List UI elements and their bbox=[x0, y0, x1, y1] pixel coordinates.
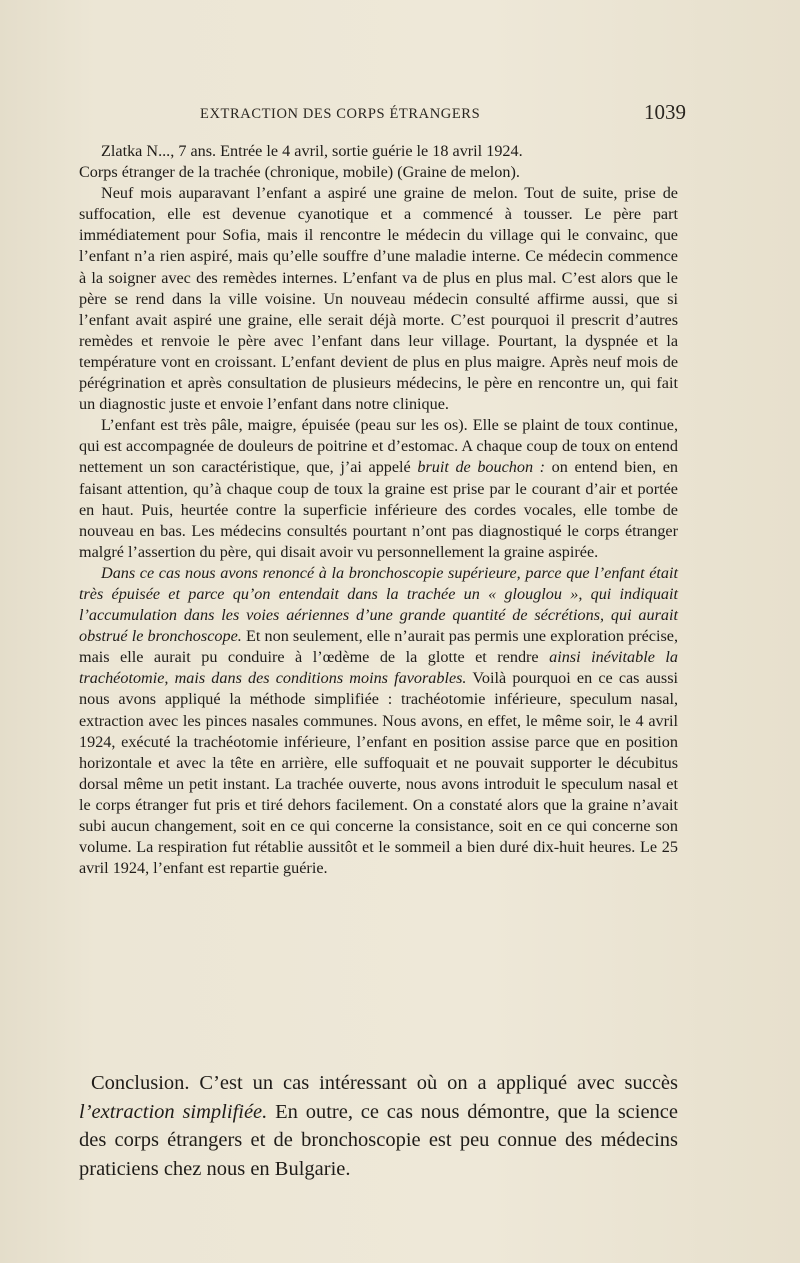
case-history: Neuf mois auparavant l’enfant a aspiré une graine de melon. Tout de suite, prise de suffocation, elle est devenue cyanotique et a commencé à tousser. Le père part immédiatement pour Sofia, mais il rencontre le médecin du village qui le convainc, que l’enfant n’a rien aspiré, mais qu’elle souffre d’une maladie interne. Ce médecin commence à la soigner avec des remèdes internes. L’enfant va de plus en plus mal. C’est alors que le père se rend dans la ville voisine. Un nouveau médecin consulté affirme aussi, que si l’enfant avait aspiré une graine, elle serait déjà morte. C’est pourquoi il prescrit d’autres remèdes et renvoie le père avec l’enfant dans leur village. Pourtant, la dyspnée et la température vont en croissant. L’enfant devient de plus en plus maigre. Après neuf mois de pérégrination et après consultation de plusieurs médecins, le père en rencontre un, qui fait un diagnostic juste et envoie l’enfant dans notre clinique. bbox=[79, 184, 678, 414]
page-number: 1039 bbox=[644, 100, 686, 124]
treatment-italic-1: Dans ce cas nous avons renoncé à la bronchoscopie supérieure, parce que l’enfant était très épuisée et parce qu’on entendait dans la trachée un « glouglou », qui indiquait l’accumulation dans les voies aériennes d’une grande quantité de sécrétions, qui aurait obstrué le bronchoscope. bbox=[79, 563, 678, 646]
case-treatment bbox=[79, 563, 678, 879]
treatment-text-1: Et non seulement, elle n’aurait pas permis une exploration précise, mais elle aurait pu conduire à l’œdème de la glotte et rendre bbox=[79, 627, 678, 667]
exam-text-1: L’enfant est très pâle, maigre, épuisée (peau sur les os). Elle se plaint de toux continue, qui est accompagnée de douleurs de poitrine et d’estomac. A chaque coup de toux on entend nettement un son caractéristique, que, j’ai appelé bbox=[79, 416, 678, 477]
case-intro: Zlatka N..., 7 ans. Entrée le 4 avril, sortie guérie le 18 avril 1924. bbox=[101, 142, 523, 160]
conclusion-text-2: En outre, ce cas nous démontre, que la science des corps étrangers et de bronchoscopie est peu connue des médecins praticiens chez nous en Bulgarie. bbox=[79, 1100, 679, 1180]
running-title: EXTRACTION DES CORPS ÉTRANGERS bbox=[200, 106, 481, 122]
case-examination bbox=[79, 415, 678, 563]
exam-text-2: on entend bien, en faisant attention, qu’à chaque coup de toux la graine est prise par le courant d’air et portée en haut. Puis, heurtée contre la superficie inférieure des cordes vocales, elle tombe de nouveau en bas. Les médecins consultés pourtant n’ont pas diagnostiqué le corps étranger malgré l’assertion du père, qui disait avoir vu personnellement la graine aspirée. bbox=[79, 458, 678, 561]
case-report bbox=[79, 141, 678, 879]
case-diagnosis: Corps étranger de la trachée (chronique, mobile) (Graine de melon). bbox=[79, 163, 520, 182]
treatment-text-2: Voilà pourquoi en ce cas aussi nous avons appliqué la méthode simplifiée : trachéotomie inférieure, speculum nasal, extraction avec les pinces nasales communes. Nous avons, en effet, le même soir, le 4 avril 1924, exécuté la trachéotomie inférieure, l’enfant en position assise parce que en position horizontale et avec la tête en arrière, elle suffoquait et ne pouvait supporter le décubitus dorsal même un petit instant. La trachée ouverte, nous avons introduit le speculum nasal et le corps étranger fut pris et tiré dehors facilement. On a constaté alors que la graine n’avait subi aucun changement, soit en ce qui concerne la consistance, soit en ce qui concerne son volume. La respiration fut rétablie aussitôt et le sommeil a bien duré dix-huit heures. Le 25 avril 1924, l’enfant est repartie guérie. bbox=[79, 669, 678, 878]
page-header bbox=[200, 100, 686, 130]
treatment-italic-2: ainsi inévitable la trachéotomie, mais dans des conditions moins favorables. bbox=[79, 648, 678, 688]
conclusion-text-1: Conclusion. C’est un cas intéressant où on a appliqué avec succès bbox=[91, 1072, 678, 1094]
conclusion-italic: l’extraction simplifiée. bbox=[79, 1100, 268, 1123]
exam-italic: bruit de bouchon : bbox=[417, 458, 546, 477]
conclusion-paragraph bbox=[79, 1069, 678, 1183]
